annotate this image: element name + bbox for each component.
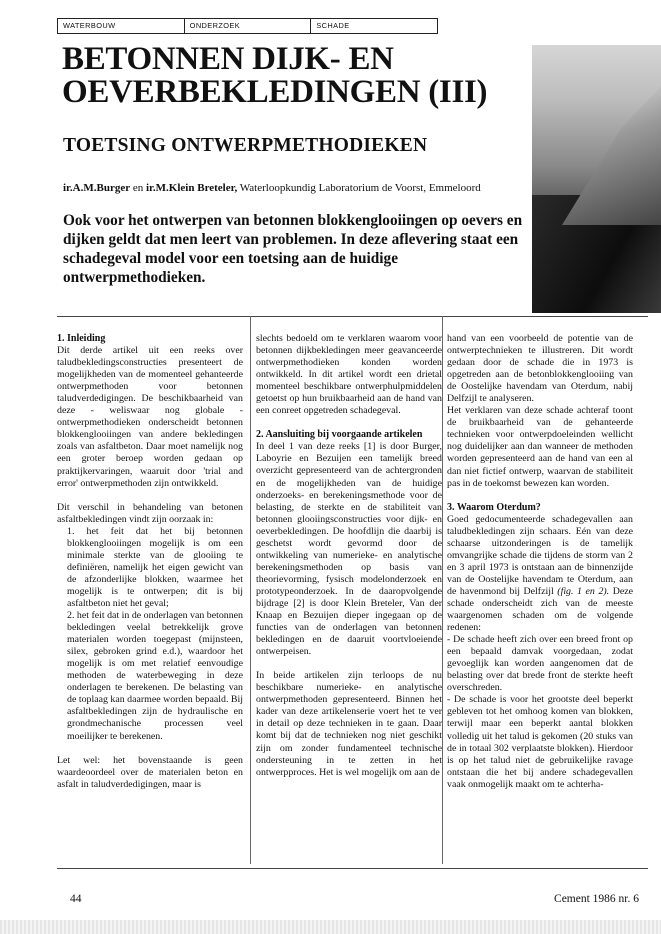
col2-paragraph-1: slechts bedoeld om te verklaren waarom voor betonnen dijkbekledingen meer geavanceerde ontwerpmethodieken konden worden ontwikkeld. In dit artikel wordt een drietal momenteel beschikbare ontwerphulpmiddelen getoetst op hun bruikbaarheid aan de hand van een conreet opgetreden schadegeval.	[256, 333, 442, 417]
col1-paragraph-3: Let wel: het bovenstaande is geen waardeoordeel over de materialen beton en asfalt in taludverdedigingen, maar is	[57, 754, 243, 790]
col3-paragraph-1: hand van een voorbeeld de potentie van de ontwerptechnieken te illustreren. Dit wordt gedaan door de schade die in 1973 is opgetreden aan de betonblokkenglooiing van de Oostelijke havendam van Oterdum, nabij Delfzijl te analyseren.	[447, 333, 633, 405]
footer-divider	[57, 868, 648, 869]
column-divider-1	[250, 316, 251, 864]
col1-paragraph-2: Dit verschil in behandeling van betonen asfaltbekledingen vindt zijn oorzaak in:	[57, 501, 243, 525]
tab-onderzoek: ONDERZOEK	[185, 19, 312, 33]
page-number: 44	[70, 893, 82, 905]
column-1	[57, 333, 243, 803]
heading-waarom-oterdum: 3. Waarom Oterdum?	[447, 501, 541, 513]
col2-paragraph-3: In beide artikelen zijn terloops de nu beschikbare numerieke- en analytische ontwerpmethoden gepresenteerd. Binnen het kader van deze artikelenserie voert het te ver in detail op deze technieken in te gaan. Daar komt bij dat de technieken nog niet geschikt zijn om zonder fundamenteel technische ondersteuning in te zetten in het ontwerpproces. Het is wel mogelijk om aan de	[256, 670, 442, 778]
list-item: 2. het feit dat in de onderlagen van betonnen bekledingen veelal betrekkelijk grove materialen worden toegepast (mijnsteen, silex, gebroken grind e.d.), waardoor het mogelijk is om met relatief eenvoudige methoden de waterbeweging in deze onderlagen te berekenen. De belasting van de toplaag kan daarmee worden bepaald. Bij asfaltbekledingen zijn de hydraulische en grondmechanische processen veel moeilijker te berekenen.	[67, 610, 243, 742]
dike-slope	[562, 85, 661, 225]
affiliation: Waterloopkundig Laboratorium de Voorst, Emmeloord	[237, 182, 481, 194]
col3-dash-item-2: - De schade is voor het grootste deel beperkt gebleven tot het omhoog komen van blokken, terwijl maar een beperkt aantal blokken volledig uit het talud is gekomen (20 stuks van de in totaal 302 verplaatste blokken). Hierdoor is op het talud niet de gebruikelijke ravage ontstaan die het bij andere schadegevallen vaak onmogelijk maakt om te achterha-	[447, 694, 633, 790]
col3-text: Goed gedocumenteerde schadegevallen aan taludbekledingen zijn schaars. Eén van deze schaarse uitzonderingen is de tamelijk omvangrijke schade die tijdens de storm van 2 en 3 april 1973 is ontstaan aan de binnenzijde van de Oostelijke havendam te Oterdum, aan de havenmond bij Delfzijl	[447, 513, 633, 597]
col3-paragraph-2: Het verklaren van deze schade achteraf toont de bruikbaarheid van de gehanteerde technieken voor ontwerpdoeleinden wellicht nog duidelijker aan dan wanneer de methoden worden gepresenteerd aan de hand van een al dan niet fictief ontwerp, waarvan de stabiliteit pas in de toekomst bewezen kan worden.	[447, 405, 633, 489]
article-subtitle: TOETSING ONTWERPMETHODIEKEN	[63, 135, 428, 156]
heading-aansluiting: 2. Aansluiting bij voorgaande artikelen	[256, 429, 423, 441]
column-3	[447, 333, 633, 791]
article-title: BETONNEN DIJK- EN OEVERBEKLEDINGEN (III)	[62, 41, 488, 110]
tab-waterbouw: WATERBOUW	[58, 19, 185, 33]
column-divider-2	[442, 316, 443, 864]
author-2: ir.M.Klein Breteler,	[146, 182, 238, 194]
column-2	[256, 333, 442, 791]
col3-text-cont: Deze schade onderscheidt zich van de meeste waargenomen schaden om de volgende redenen:	[447, 585, 633, 634]
byline-connector: en	[130, 182, 146, 194]
section-tabs	[57, 18, 438, 34]
col3-paragraph-3	[447, 514, 633, 634]
lead-paragraph: Ook voor het ontwerpen van betonnen blokkenglooiingen op oevers en dijken geldt dat men leert van problemen. In deze aflevering staat een schadegeval model voor een toetsing aan de huidige ontwerpmethodieken.	[63, 212, 523, 286]
col2-paragraph-2: In deel 1 van deze reeks [1] is door Burger, Laboyrie en Bezuijen een tamelijk breed overzicht gepresenteerd van de achtergronden en de mogelijkheden van de huidige onderzoeks- en berekeningsmethode voor de belasting, de sterkte en de stabiliteit van betonnen glooiingsconstructies voor dijk- en oeverbekledingen. De hoofdlijn die daarbij is geschetst wordt gevormd door de ontwikkeling van numerieke- en analytische berekeningsmethoden op basis van theorievorming, fysisch modelonderzoek en prototypeonderzoek. In de daaropvolgende bijdrage [2] is door Klein Breteler, Van der Knaap en Bezuijen dieper ingegaan op de functies van de onderlagen van betonnen bekledingen en de daaruit voortvloeiende ontwerpeisen.	[256, 441, 442, 658]
author-1: ir.A.M.Burger	[63, 182, 131, 194]
col1-paragraph-1: Dit derde artikel uit een reeks over taludbekledingsconstructies presenteert de mogelijkheden van de momenteel gehanteerde ontwerpmethoden voor betonnen taludverdedigingen. De beschikbaarheid van deze - weliswaar nog globale - ontwerpmethodieken onderscheidt betonnen blokkenglooiingen van andere bekledingen zoals van asfaltbeton. Daar moet namelijk nog een groter beroep worden gedaan op praktijkervaringen, waaruit door 'trial and error' ontwerpmethoden zijn ontwikkeld.	[57, 345, 243, 489]
scan-edge	[0, 920, 661, 934]
journal-issue: Cement 1986 nr. 6	[554, 893, 639, 905]
heading-inleiding: 1. Inleiding	[57, 333, 106, 344]
byline	[63, 182, 533, 194]
tab-schade: SCHADE	[316, 21, 350, 30]
col1-list	[57, 526, 243, 743]
dike-photo	[532, 45, 661, 313]
header-divider	[57, 316, 648, 317]
list-item: 1. het feit dat het bij betonnen blokkenglooiingen mogelijk is om een minimale sterkte van de glooiing te definiëren, namelijk het eigen gewicht van de afzonderlijke blokken, waarmee het mogelijk is te ontwerpen; dit is bij asfaltbeton niet het geval;	[67, 525, 243, 609]
col3-dash-item-1: - De schade heeft zich over een breed front op een bepaald damvak voorgedaan, zodat gevoeglijk kan worden aangenomen dat de belasting over dat brede front de sterkte heeft overschreden.	[447, 634, 633, 694]
figure-reference: (fig. 1 en 2).	[557, 585, 610, 597]
